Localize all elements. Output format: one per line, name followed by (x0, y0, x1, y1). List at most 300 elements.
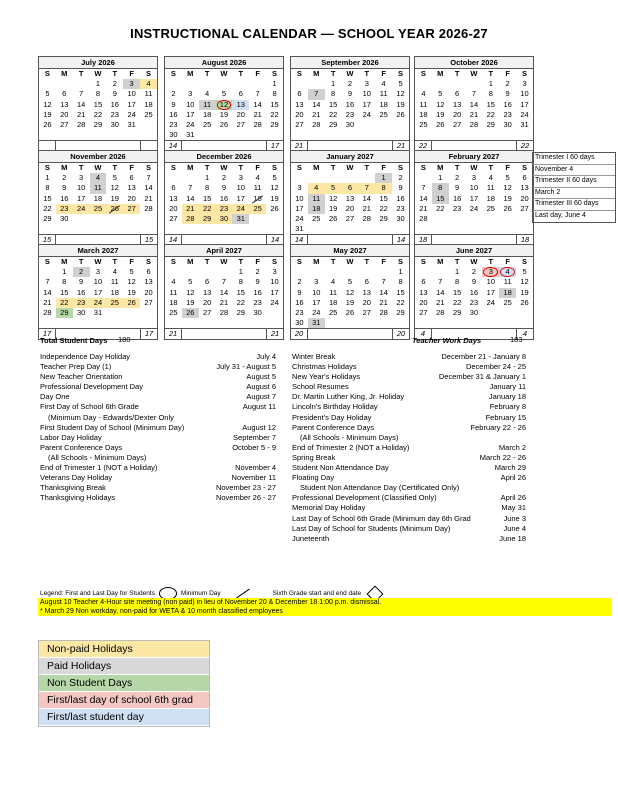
calendar-day: 25 (503, 297, 512, 307)
calendar-day: 24 (270, 297, 279, 307)
calendar-day: 7 (308, 89, 325, 99)
holiday-date: August 6 (246, 382, 276, 392)
empty-day (199, 79, 216, 89)
calendar-day: 4 (90, 173, 107, 183)
weekday-header: M (313, 163, 320, 172)
calendar-day: 29 (379, 214, 388, 224)
weekday-header: S (296, 69, 302, 78)
calendar-day: 4 (171, 277, 176, 287)
month-calendar (164, 56, 284, 152)
weekday-header: M (61, 163, 68, 172)
calendar-day: 21 (219, 297, 229, 307)
calendar-day: 21 (362, 203, 371, 213)
weekday-header: S (522, 163, 528, 172)
calendar-day: 29 (486, 120, 495, 130)
calendar-day: 30 (216, 214, 233, 224)
empty-day (375, 120, 392, 130)
calendar-day: 15 (60, 287, 69, 297)
weekday-header: T (330, 69, 336, 78)
empty-day (182, 224, 199, 234)
empty-day (140, 308, 157, 318)
weekday-header: M (61, 257, 68, 266)
calendar-day: 24 (469, 203, 479, 213)
weekday-header: S (272, 69, 278, 78)
trimester-line: Last day, June 4 (535, 211, 586, 219)
empty-day (466, 130, 483, 140)
holiday-name: (All Schools - Minimum Days) (300, 432, 399, 442)
calendar-day: 11 (379, 89, 388, 99)
month-name: September 2026 (291, 57, 409, 69)
empty-day (266, 318, 283, 328)
empty-day (165, 267, 182, 277)
empty-day (106, 224, 123, 234)
calendar-day: 20 (144, 287, 153, 297)
calendar-day: 2 (73, 267, 90, 277)
legend-label: Legend: First and Last Day for Students (40, 590, 155, 597)
month-name: November 2026 (39, 151, 157, 163)
calendar-day: 26 (436, 120, 445, 130)
calendar-day: 6 (62, 89, 67, 99)
calendar-day: 20 (362, 297, 371, 307)
calendar-day: 30 (60, 214, 69, 224)
month-name: February 2027 (415, 151, 533, 163)
weekday-header: S (146, 69, 152, 78)
student-day-count: 4 (516, 329, 533, 339)
holiday-name: Juneteenth (292, 533, 330, 543)
calendar-day: 22 (43, 203, 52, 213)
student-day-count: 21 (266, 329, 283, 339)
calendar-day: 7 (188, 183, 193, 193)
calendar-day: 22 (396, 297, 405, 307)
calendar-day: 8 (398, 277, 403, 287)
calendar-day: 12 (520, 277, 529, 287)
empty-day (375, 130, 392, 140)
empty-day (39, 267, 56, 277)
empty-day (482, 308, 499, 318)
holiday-date: March 22 - 26 (479, 452, 526, 462)
calendar-day: 5 (45, 89, 50, 99)
calendar-day: 16 (295, 297, 304, 307)
calendar-day: 6 (455, 89, 460, 99)
calendar-day: 3 (364, 79, 369, 89)
holiday-row (40, 372, 276, 382)
trimester-line: Trimester II 60 days (533, 176, 615, 188)
calendar-day: 10 (486, 277, 495, 287)
weekday-header: S (44, 257, 50, 266)
holiday-date: February 22 - 26 (470, 422, 526, 432)
calendar-day: 28 (469, 120, 479, 130)
calendar-day: 6 (342, 183, 359, 193)
month-name: December 2026 (165, 151, 283, 163)
calendar-day: 21 (312, 109, 321, 119)
calendar-day: 10 (127, 89, 136, 99)
weekday-header: T (238, 69, 244, 78)
empty-day (516, 318, 533, 328)
holiday-name: Thanksgiving Holidays (40, 493, 116, 503)
empty-day (56, 130, 73, 140)
calendar-day: 17 (469, 193, 479, 203)
weekday-header: F (381, 163, 386, 172)
weekday-header: M (313, 69, 320, 78)
empty-day (266, 224, 283, 234)
calendar-day: 4 (255, 173, 260, 183)
calendar-day: 17 (236, 193, 245, 203)
month-name: April 2027 (165, 245, 283, 257)
teacher-day-count: 15 (39, 235, 56, 245)
calendar-day: 23 (110, 109, 119, 119)
calendar-day: 26 (270, 203, 279, 213)
calendar-day: 6 (297, 89, 302, 99)
weekday-header: W (346, 257, 354, 266)
empty-day (39, 318, 56, 328)
calendar-day: 16 (253, 287, 262, 297)
holiday-date: July 31 - August 5 (216, 362, 276, 372)
empty-day (140, 120, 157, 130)
student-day-count: 17 (140, 329, 157, 339)
calendar-day: 5 (325, 183, 342, 193)
calendar-day: 18 (419, 109, 428, 119)
empty-day (123, 214, 140, 224)
calendar-day: 18 (328, 297, 338, 307)
calendar-day: 14 (379, 287, 388, 297)
empty-day (291, 130, 308, 140)
calendar-day: 24 (90, 298, 107, 308)
calendar-day: 9 (62, 183, 67, 193)
calendar-day: 17 (270, 287, 279, 297)
calendar-day: 14 (469, 99, 479, 109)
empty-day (140, 224, 157, 234)
calendar-day: 5 (522, 267, 527, 277)
calendar-day: 8 (205, 183, 210, 193)
holiday-name: Professional Development (Classified Only) (292, 493, 437, 503)
holiday-date: April 26 (500, 493, 526, 503)
empty-day (266, 308, 283, 318)
calendar-day: 19 (328, 203, 338, 213)
calendar-day: 2 (221, 173, 227, 183)
calendar-day: 30 (169, 130, 178, 140)
calendar-day: 29 (93, 120, 103, 130)
holiday-row (292, 433, 526, 443)
calendar-day: 29 (270, 120, 279, 130)
calendar-day: 11 (144, 89, 153, 99)
empty-day (375, 267, 392, 277)
calendar-day: 19 (43, 109, 52, 119)
empty-day (216, 318, 233, 328)
calendar-day: 26 (328, 214, 338, 224)
empty-day (466, 224, 483, 234)
month-name: January 2027 (291, 151, 409, 163)
calendar-day: 7 (255, 89, 260, 99)
calendar-day: 5 (438, 89, 443, 99)
calendar-day: 6 (421, 277, 426, 287)
empty-day (325, 224, 342, 234)
holiday-name: Parent Conference Days (40, 442, 123, 452)
weekday-header: S (296, 257, 302, 266)
weekday-header: M (437, 69, 444, 78)
month-calendar (38, 244, 158, 340)
holiday-name: Day One (40, 392, 70, 402)
holiday-row (292, 443, 526, 453)
calendar-day: 19 (345, 297, 355, 307)
weekday-header: M (187, 69, 194, 78)
weekday-header: T (78, 69, 84, 78)
holiday-name: Floating Day (292, 473, 335, 483)
empty-day (342, 224, 359, 234)
calendar-day: 18 (308, 204, 325, 214)
month-calendar (38, 150, 158, 246)
holiday-date: January 18 (488, 392, 526, 402)
empty-day (56, 79, 73, 89)
calendar-day: 16 (60, 193, 69, 203)
calendar-day: 4 (112, 267, 117, 277)
holiday-name: Independence Day Holiday (40, 352, 131, 361)
calendar-day: 8 (95, 89, 101, 99)
weekday-header: W (470, 257, 478, 266)
calendar-day: 7 (381, 277, 386, 287)
weekday-header: T (238, 163, 244, 172)
calendar-day: 1 (455, 267, 460, 277)
calendar-day: 7 (421, 183, 426, 193)
calendar-day: 11 (419, 99, 428, 109)
holiday-date: March 29 (494, 463, 526, 473)
calendar-day: 21 (182, 204, 199, 214)
calendar-day: 12 (43, 99, 52, 109)
calendar-day: 10 (270, 277, 279, 287)
calendar-day: 24 (362, 109, 371, 119)
calendar-day: 3 (95, 267, 101, 277)
calendar-day: 20 (236, 109, 245, 119)
calendar-day: 20 (60, 109, 69, 119)
weekday-header: T (238, 257, 244, 266)
holiday-row (292, 463, 526, 473)
calendar-day: 12 (396, 89, 405, 99)
teacher-day-count: 4 (415, 329, 432, 339)
calendar-day: 25 (169, 308, 178, 318)
color-key-item: Paid Holidays (39, 658, 209, 675)
empty-day (182, 318, 199, 328)
calendar-day: 4 (331, 277, 336, 287)
calendar-day: 15 (328, 99, 338, 109)
month-calendar (290, 150, 410, 246)
holiday-date: January 11 (489, 382, 526, 392)
calendar-day: 28 (144, 203, 153, 213)
holiday-row (292, 534, 526, 544)
teacher-day-count: 21 (165, 329, 182, 339)
calendar-day: 5 (112, 173, 117, 183)
holiday-date: April 26 (500, 473, 526, 483)
holiday-date: August 12 (242, 422, 276, 432)
weekday-header: T (112, 163, 118, 172)
holiday-row (40, 423, 276, 433)
calendar-day: 7 (438, 277, 443, 287)
weekday-header: S (398, 163, 404, 172)
student-day-count: 17 (266, 141, 283, 151)
calendar-day: 26 (396, 109, 405, 119)
weekday-header: S (420, 257, 426, 266)
weekday-header: T (488, 69, 494, 78)
empty-day (415, 130, 432, 140)
weekday-header: W (346, 69, 354, 78)
empty-day (449, 318, 466, 328)
empty-day (415, 267, 432, 277)
calendar-day: 21 (469, 109, 479, 119)
empty-day (325, 318, 342, 328)
empty-day (56, 318, 73, 328)
empty-day (232, 224, 249, 234)
month-calendar (414, 244, 534, 340)
calendar-day: 30 (295, 318, 304, 328)
calendar-day: 2 (297, 277, 302, 287)
empty-day (482, 214, 499, 224)
trimester-line: Trimester III 60 days (533, 199, 615, 211)
month-calendar (290, 244, 410, 340)
holiday-date: August 5 (246, 372, 276, 382)
calendar-day: 13 (345, 193, 355, 203)
calendar-day: 17 (186, 109, 195, 119)
calendar-day: 7 (471, 89, 477, 99)
calendar-day: 14 (186, 193, 195, 203)
calendar-day: 6 (129, 173, 134, 183)
color-key-item: Non-paid Holidays (39, 641, 209, 658)
holiday-name: Parent Conference Days (292, 422, 375, 432)
calendar-day: 18 (93, 193, 103, 203)
holiday-date: June 18 (499, 533, 526, 543)
calendar-day: 19 (219, 109, 229, 119)
calendar-day: 9 (171, 99, 176, 109)
teacher-day-count: 22 (415, 141, 432, 151)
holiday-name: Dr. Martin Luther King, Jr. Holiday (292, 392, 405, 402)
empty-day (182, 79, 199, 89)
empty-day (249, 214, 266, 224)
calendar-day: 19 (127, 287, 136, 297)
calendar-day: 19 (110, 193, 119, 203)
holiday-date: December 21 - January 8 (441, 352, 526, 361)
weekday-header: T (488, 163, 494, 172)
calendar-day: 23 (295, 308, 304, 318)
calendar-day: 11 (486, 183, 495, 193)
weekday-header: S (170, 69, 176, 78)
calendar-day: 29 (236, 308, 245, 318)
weekday-header: F (505, 257, 510, 266)
calendar-day: 21 (436, 297, 445, 307)
holiday-row (292, 362, 526, 372)
calendar-day: 27 (169, 214, 178, 224)
empty-day (39, 130, 56, 140)
calendar-day: 24 (232, 204, 249, 214)
calendar-day: 19 (520, 287, 529, 297)
calendar-day: 28 (419, 214, 428, 224)
empty-day (375, 318, 392, 328)
calendar-day: 11 (253, 183, 262, 193)
calendar-day: 1 (398, 267, 403, 277)
empty-day (358, 130, 375, 140)
calendar-day: 1 (375, 173, 392, 183)
calendar-day: 29 (56, 308, 73, 318)
weekday-header: W (94, 69, 102, 78)
empty-day (449, 79, 466, 89)
empty-day (199, 318, 216, 328)
calendar-day: 11 (329, 287, 337, 297)
calendar-day: 8 (238, 277, 243, 287)
teacher-day-count: 14 (165, 141, 182, 151)
weekday-header: F (505, 69, 510, 78)
calendar-day: 13 (60, 99, 69, 109)
calendar-day: 21 (419, 203, 428, 213)
weekday-header: S (44, 163, 50, 172)
holiday-date: November 4 (235, 463, 276, 473)
holiday-date: November 26 - 27 (215, 493, 276, 503)
empty-day (291, 267, 308, 277)
calendar-day: 2 (62, 173, 67, 183)
holiday-row (292, 524, 526, 534)
calendar-day: 8 (45, 183, 50, 193)
empty-day (499, 130, 516, 140)
holiday-row (40, 413, 276, 423)
calendar-day: 16 (219, 193, 229, 203)
holiday-row (292, 372, 526, 382)
calendar-day: 28 (253, 120, 262, 130)
calendar-day: 25 (106, 298, 123, 308)
calendar-day: 17 (362, 99, 371, 109)
empty-day (73, 214, 90, 224)
calendar-day: 24 (312, 308, 321, 318)
calendar-day: 27 (144, 297, 153, 307)
month-calendar (164, 150, 284, 246)
student-day-count: 18 (516, 235, 533, 245)
weekday-header: W (470, 163, 478, 172)
month-name: March 2027 (39, 245, 157, 257)
empty-day (358, 267, 375, 277)
calendar-day: 24 (73, 204, 90, 214)
holiday-name: Spring Break (292, 452, 336, 462)
empty-day (392, 130, 409, 140)
empty-day (466, 214, 483, 224)
weekday-header: S (522, 69, 528, 78)
holiday-date: September 7 (233, 432, 276, 442)
calendar-day: 5 (129, 267, 134, 277)
student-day-count: 20 (392, 329, 409, 339)
calendar-day: 17 (312, 297, 321, 307)
month-calendar (164, 244, 284, 340)
calendar-day: 5 (398, 79, 403, 89)
calendar-day: 9 (255, 277, 260, 287)
calendar-day: 13 (202, 287, 212, 297)
note-line: August 10 Teacher 4-Hour site meeting (non paid) in lieu of November 20 & December 18 1:00 p.m. dismissal. (40, 599, 382, 606)
weekday-header: T (454, 69, 460, 78)
holiday-name: Professional Development Day (40, 382, 143, 392)
calendar-day: 18 (202, 109, 212, 119)
student-day-count: 15 (140, 235, 157, 245)
weekday-header: M (437, 257, 444, 266)
calendar-day: 27 (236, 120, 245, 130)
holiday-row (292, 413, 526, 423)
calendar-day: 2 (505, 79, 510, 89)
student-day-count: 21 (392, 141, 409, 151)
empty-day (123, 224, 140, 234)
calendar-day: 1 (45, 173, 50, 183)
holiday-row (292, 423, 526, 433)
calendar-day: 9 (505, 89, 510, 99)
calendar-day: 18 (379, 99, 388, 109)
calendar-day: 16 (503, 99, 512, 109)
calendar-day: 26 (43, 120, 52, 130)
teacher-day-count: 14 (165, 235, 182, 245)
empty-day (123, 130, 140, 140)
calendar-day: 4 (488, 173, 493, 183)
holiday-name: President's Day Holiday (292, 412, 372, 422)
calendar-day: 19 (503, 193, 512, 203)
calendar-day: 8 (331, 89, 336, 99)
